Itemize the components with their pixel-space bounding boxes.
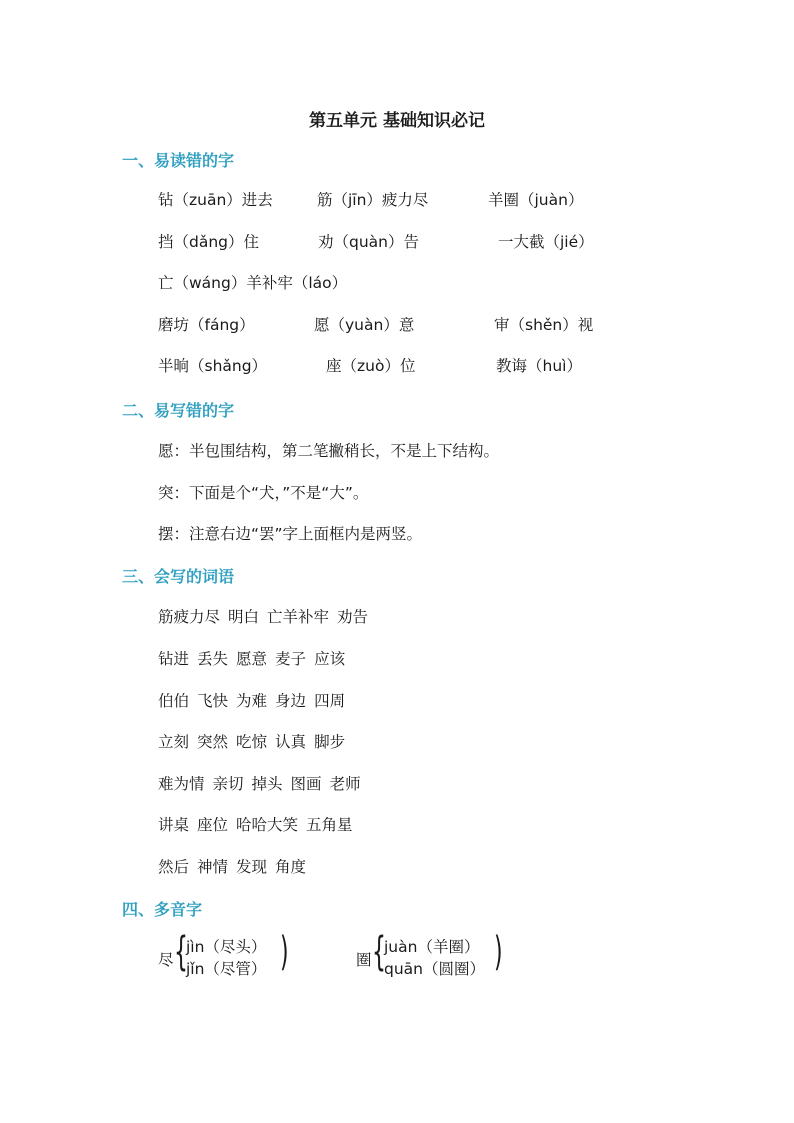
writing-note-3: 摆：注意右边“罢”字上面框内是两竖。 [158, 525, 423, 543]
reading-item: 羊圈（juàn） [488, 191, 584, 209]
word: 身边 [275, 692, 307, 710]
reading-item: 磨坊（fáng） [158, 316, 255, 334]
word: 哈哈大笑 [236, 816, 299, 834]
word: 筋疲力尽 [158, 608, 221, 626]
section-heading-2: 二、易写错的字 [122, 401, 235, 420]
word-row-1 [158, 605, 376, 627]
right-brace: ) [280, 929, 289, 975]
word: 老师 [329, 775, 361, 793]
reading-item: 筋（jīn）疲力尽 [317, 191, 429, 209]
polyphone-reading: juàn（羊圈） [384, 938, 480, 956]
reading-item: 钻（zuān）进去 [158, 191, 273, 209]
word-row-6 [158, 813, 361, 835]
word: 应该 [314, 650, 346, 668]
word: 为难 [236, 692, 268, 710]
polyphone-reading: jǐn（尽管） [186, 960, 267, 978]
word: 丢失 [197, 650, 229, 668]
writing-note-1: 愿：半包围结构，第二笔撇稍长，不是上下结构。 [158, 442, 500, 460]
reading-item: 审（shěn）视 [494, 316, 594, 334]
writing-note-2: 突：下面是个“犬，”不是“大”。 [158, 484, 369, 502]
word: 然后 [158, 858, 190, 876]
word: 四周 [314, 692, 346, 710]
word-row-2 [158, 647, 353, 669]
polyphone-char: 圈 [356, 951, 372, 969]
word: 神情 [197, 858, 229, 876]
word: 明白 [228, 608, 260, 626]
word: 座位 [197, 816, 229, 834]
section-heading-4: 四、多音字 [122, 900, 203, 919]
polyphone-char: 尽 [158, 951, 174, 969]
word: 角度 [275, 858, 307, 876]
polyphone-reading: quān（圆圈） [384, 960, 485, 978]
word-row-7 [158, 855, 314, 877]
word: 图画 [290, 775, 322, 793]
word: 发现 [236, 858, 268, 876]
reading-item: 座（zuò）位 [326, 357, 416, 375]
polyphone-jin [158, 929, 298, 982]
reading-item: 愿（yuàn）意 [314, 316, 415, 334]
reading-item: 半晌（shǎng） [158, 357, 268, 375]
word: 认真 [275, 733, 307, 751]
reading-item: 劝（quàn）告 [318, 233, 419, 251]
word-row-3 [158, 689, 353, 711]
word: 愿意 [236, 650, 268, 668]
left-brace: { [174, 929, 188, 975]
word: 钻进 [158, 650, 190, 668]
word: 亡羊补牢 [267, 608, 330, 626]
reading-item: 挡（dǎng）住 [158, 233, 260, 251]
reading-item: 亡（wáng）羊补牢（láo） [158, 274, 348, 292]
word: 五角星 [306, 816, 353, 834]
word: 亲切 [212, 775, 244, 793]
word: 飞快 [197, 692, 229, 710]
polyphone-quan [356, 929, 516, 982]
word: 脚步 [314, 733, 346, 751]
word-row-4 [158, 730, 353, 752]
section-heading-3: 三、会写的词语 [122, 567, 235, 586]
right-brace: ) [494, 929, 503, 975]
word: 讲桌 [158, 816, 190, 834]
left-brace: { [372, 929, 386, 975]
word: 掉头 [251, 775, 283, 793]
reading-item: 一大截（jié） [498, 233, 594, 251]
word: 吃惊 [236, 733, 268, 751]
word: 劝告 [337, 608, 369, 626]
word: 立刻 [158, 733, 190, 751]
word: 伯伯 [158, 692, 190, 710]
page-title: 第五单元 基础知识必记 [309, 111, 485, 131]
word: 突然 [197, 733, 229, 751]
word: 麦子 [275, 650, 307, 668]
polyphone-reading: jìn（尽头） [186, 938, 267, 956]
word: 难为情 [158, 775, 205, 793]
section-heading-1: 一、易读错的字 [122, 151, 235, 170]
reading-item: 教诲（huì） [496, 357, 582, 375]
word-row-5 [158, 772, 369, 794]
